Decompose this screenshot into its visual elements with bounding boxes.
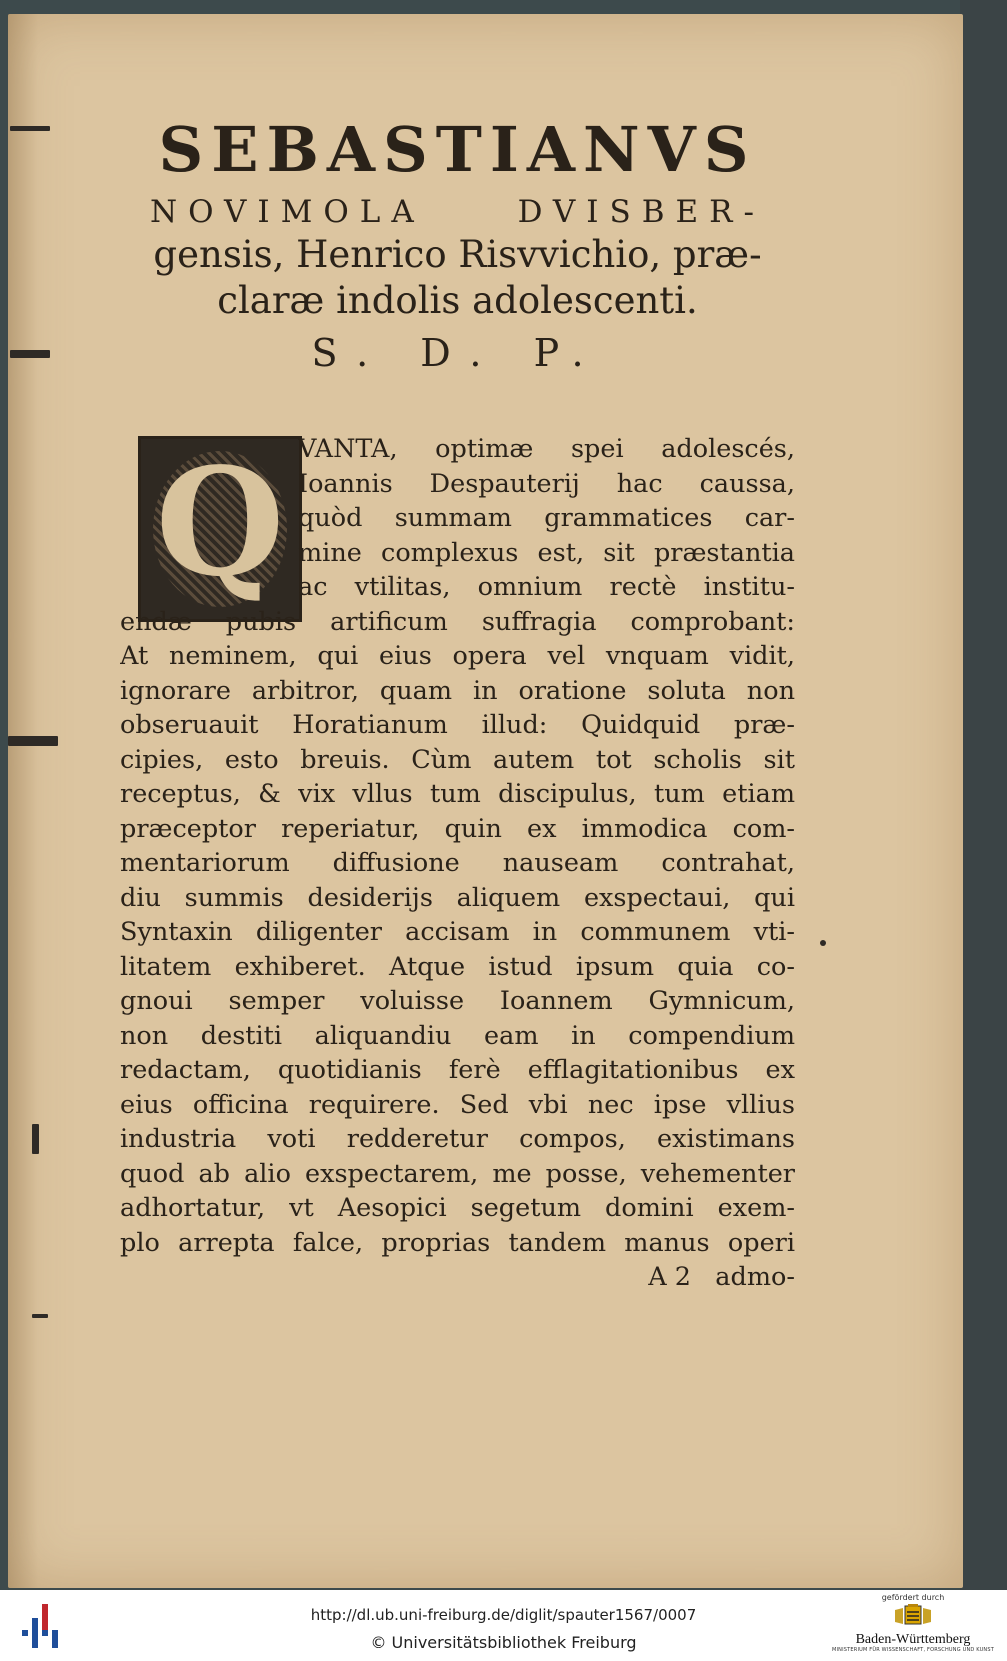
heading-line-1: NOVIMOLA DVISBER- xyxy=(150,194,765,230)
text-line: eius officina requirere. Sed vbi nec ipse vllius xyxy=(120,1089,795,1120)
funder-name: Baden-Württemberg xyxy=(855,1632,971,1647)
text-line: VANTA, optimæ spei adolescés, xyxy=(298,434,795,464)
heading-line-3: claræ indolis adolescenti. xyxy=(217,279,698,322)
page-gutter-shadow xyxy=(8,14,38,1588)
margin-mark xyxy=(32,1314,48,1318)
text-line: præceptor reperiatur, quin ex immodica com- xyxy=(120,813,795,844)
funder-logo xyxy=(828,1593,998,1653)
text-block xyxy=(120,113,795,1292)
text-line: litatem exhiberet. Atque istud ipsum quia co- xyxy=(120,951,795,982)
text-line: ignorare arbitror, quam in oratione soluta non xyxy=(120,675,795,706)
page-url-link[interactable]: http://dl.ub.uni-freiburg.de/diglit/spauter1567/0007 xyxy=(310,1606,697,1624)
text-line: adhortatur, vt Aesopici segetum domini exem- xyxy=(120,1193,795,1223)
text-line: Syntaxin diligenter accisam in communem vti- xyxy=(120,917,795,947)
text-line: gnoui semper voluisse Ioannem Gymnicum, xyxy=(120,986,795,1016)
text-line: non destiti aliquandiu eam in compendium xyxy=(120,1020,795,1051)
text-line: At neminem, qui eius opera vel vnquam vidit, xyxy=(120,641,795,671)
margin-mark xyxy=(10,350,50,358)
body-text xyxy=(120,432,795,1295)
text-line: quod ab alio exspectarem, me posse, vehementer xyxy=(120,1158,795,1189)
footer-bar xyxy=(0,1590,1007,1661)
text-line: cipies, esto breuis. Cùm autem tot scholis sit xyxy=(120,744,795,775)
text-line: endæ pubis artificum suffragia comprobant: xyxy=(120,606,795,637)
text-line: industria voti redderetur compos, existimans xyxy=(120,1124,795,1154)
text-line: diu summis desiderijs aliquem exspectaui, qui xyxy=(120,882,795,913)
ink-dot xyxy=(820,940,826,946)
text-line: plo arrepta falce, proprias tandem manus operi xyxy=(120,1227,795,1258)
text-line: receptus, & vix vllus tum discipulus, tum etiam xyxy=(120,779,795,809)
heading-line-2: gensis, Henrico Risvvichio, præ- xyxy=(153,233,762,276)
funder-label: gefördert durch xyxy=(881,1593,945,1602)
copyright-text: © Universitätsbibliothek Freiburg xyxy=(370,1633,637,1652)
text-line: redactam, quotidianis ferè efflagitationibus ex xyxy=(120,1055,795,1085)
catchword: A 2 admo- xyxy=(648,1262,795,1292)
text-line: mine complexus est, sit præstantia xyxy=(298,537,795,568)
background-edge xyxy=(960,0,1007,1590)
margin-mark xyxy=(10,126,50,131)
salutation: S. D. P. xyxy=(311,331,604,375)
text-line: obseruauit Horatianum illud: Quidquid præ- xyxy=(120,710,795,740)
funder-ministry: MINISTERIUM FÜR WISSENSCHAFT, FORSCHUNG UND KUNST xyxy=(831,1647,995,1653)
initial-letter: Q xyxy=(155,435,285,609)
text-line: quòd summam grammatices car- xyxy=(298,503,795,533)
book-page xyxy=(8,14,963,1588)
margin-mark xyxy=(8,736,58,746)
text-line: mentariorum diffusione nauseam contrahat, xyxy=(120,848,795,878)
margin-mark xyxy=(32,1124,39,1154)
text-line: ac vtilitas, omnium rectè institu- xyxy=(298,572,795,602)
coat-of-arms-icon xyxy=(891,1604,935,1628)
text-line: Ioannis Despauterij hac caussa, xyxy=(298,468,795,499)
page-title: SEBASTIANVS xyxy=(158,113,757,186)
